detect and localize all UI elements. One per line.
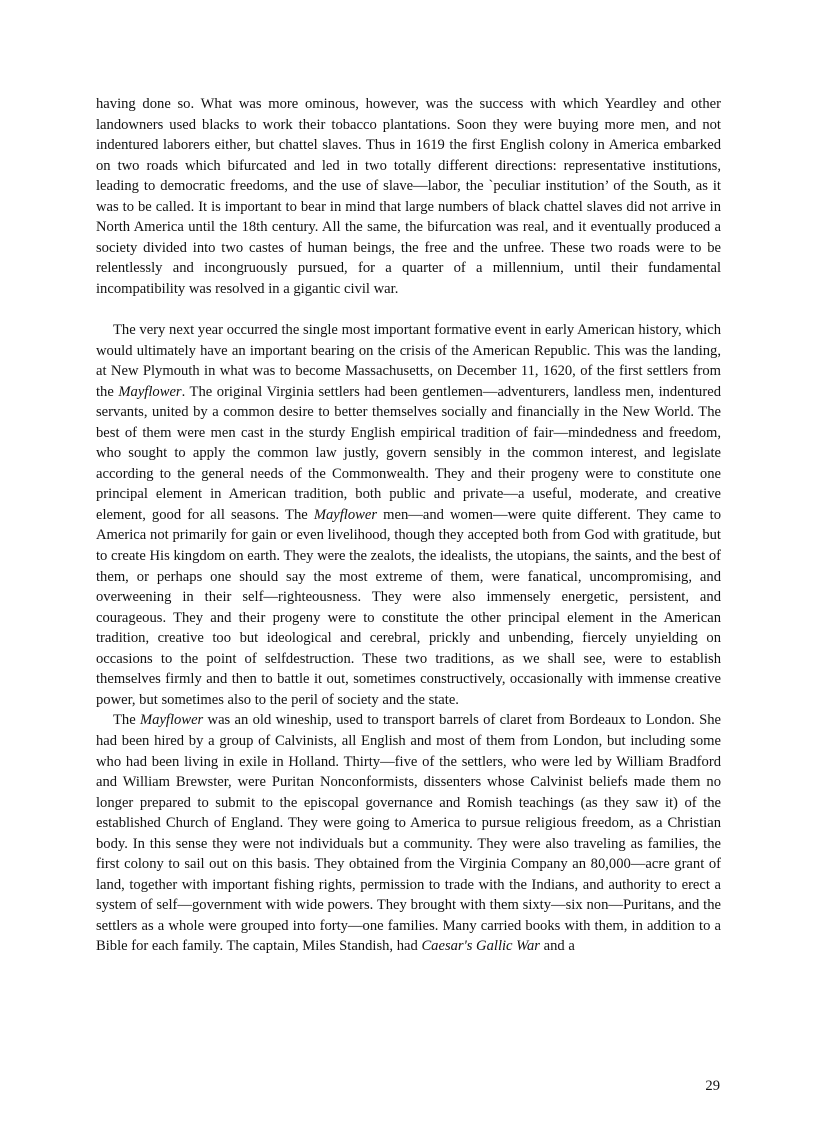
- page-number: 29: [705, 1078, 720, 1094]
- page-body: [96, 94, 721, 957]
- italic-title: Mayflower: [140, 712, 204, 729]
- italic-title: Mayflower: [118, 383, 182, 400]
- italic-title: Mayflower: [313, 506, 378, 523]
- paragraph-slavery-bifurcation: having done so. What was more ominous, however, was the success with which Yeardley and other landowners used blacks to work their tobacco plantations. Soon they were buying more men, and not indentured laborers either, but chattel slaves. Thus in 1619 the first English colony in America embarked on two roads which bifurcated and led in two totally different directions: representative institutions, leading to democratic freedoms, and the use of slave—labor, the `peculiar institution’ of the South, as it was to be called. It is important to bear in mind that large numbers of black chattel slaves did not arrive in North America until the 18th century. All the same, the bifurcation was real, and it eventually produced a society divided into two castes of human beings, the free and the unfree. These two roads were to be relentlessly and incongruously pursued, for a quarter of a millennium, until their fundamental incompatibility was resolved in a gigantic civil war.: [96, 96, 721, 297]
- paragraph-mayflower-landing: The very next year occurred the single most important formative event in early American history, which would ultimately have an important bearing on the crisis of the American Republic. This was the landing, at New Plymouth in what was to become Massachusetts, on December 11, 1620, of the first settlers from the Mayflower. The original Virginia settlers had been gentlemen—adventurers, landless men, indentured servants, united by a common desire to better themselves socially and financially in the New World. The best of them were men cast in the sturdy English empirical tradition of fair—mindedness and freedom, who sought to apply the common law justly, govern sensibly in the common interest, and legislate according to the general needs of the Commonwealth. They and their progeny were to constitute one principal element in American tradition, both public and private—a useful, moderate, and creative element, good for all seasons. The Mayflower men—and women—were quite different. They came to America not primarily for gain or even livelihood, though they accepted both from God with gratitude, but to create His kingdom on earth. They were the zealots, the idealists, the utopians, the saints, and the best of them, or perhaps one should say the most extreme of them, were fanatical, uncompromising, and overweening in their self—righteousness. They were also immensely energetic, persistent, and courageous. They and their progeny were to constitute the other principal element in the American tradition, creative too but ideological and cerebral, prickly and unbending, fiercely unyielding on occasions to the point of selfdestruction. These two traditions, as we shall see, were to establish themselves firmly and then to battle it out, sometimes constructively, occasionally with immense creative power, but sometimes also to the peril of society and the state.: [96, 322, 721, 708]
- paragraph-mayflower-ship: The Mayflower was an old wineship, used to transport barrels of claret from Bordeaux to London. She had been hired by a group of Calvinists, all English and most of them from London, but including some who had been living in exile in Holland. Thirty—five of the settlers, who were led by William Bradford and William Brewster, were Puritan Nonconformists, dissenters whose Calvinist beliefs made them no longer prepared to submit to the episcopal governance and Romish teachings (as they saw it) of the established Church of England. They were going to America to pursue religious freedom, as a Christian body. In this sense they were not individuals but a community. They were also traveling as families, the first colony to sail out on this basis. They obtained from the Virginia Company an 80,000—acre grant of land, together with important fishing rights, permission to trade with the Indians, and authority to erect a system of self—government with wide powers. They brought with them sixty—six non—Puritans, and the settlers as a whole were grouped into forty—one families. Many carried books with them, in addition to a Bible for each family. The captain, Miles Standish, had Caesar's Gallic War and a: [96, 712, 721, 955]
- italic-title: Caesar's Gallic War: [421, 938, 540, 955]
